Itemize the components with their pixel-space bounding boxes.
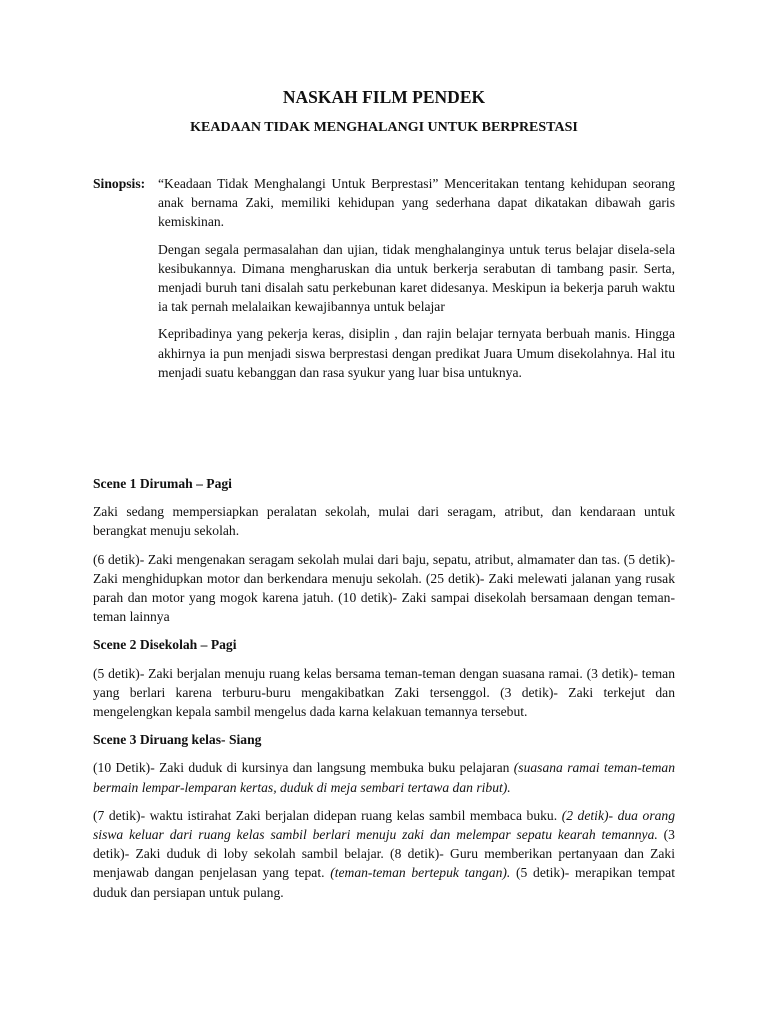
scene-2-paragraph: (5 detik)- Zaki berjalan menuju ruang kelas bersama teman-teman dengan suasana ramai. (3 detik)- teman yang berlari karena terburu-buru mengakibatkan Zaki tersenggol. (3 detik)- Zaki terkejut dan mengelengkan kepala sambil mengelus dada karna kelakuan temannya tersebut. bbox=[93, 665, 675, 720]
scene-2-heading: Scene 2 Disekolah – Pagi bbox=[93, 637, 237, 653]
document-title: NASKAH FILM PENDEK bbox=[282, 87, 486, 107]
synopsis-label: Sinopsis: bbox=[93, 176, 146, 191]
synopsis-paragraph: Kepribadinya yang pekerja keras, disiplin , dan rajin belajar ternyata berbuah manis. Hingga akhirnya ia pun menjadi siswa berprestasi dengan predikat Juara Umum disekolahnya. Hal itu menjadi suatu kebanggan dan rasa syukur yang luar bisa untuknya. bbox=[158, 326, 675, 380]
scene-3-italic-text: (2 detik)- dua orang siswa keluar dari ruang kelas sambil berlari menuju zaki dan melempar sepatu kearah temannya. bbox=[93, 807, 675, 843]
synopsis-paragraph: Dengan segala permasalahan dan ujian, tidak menghalanginya untuk terus belajar disela-sela kesibukannya. Dimana mengharuskan dia untuk berkerja serabutan di tambang pasir. Serta, menjadi buruh tani disalah satu perkebunan karet didesanya. Meskipun ia bekerja paruh waktu ia tak pernah melalaikan kewajibannya untuk belajar bbox=[158, 241, 675, 315]
synopsis-paragraph: “Keadaan Tidak Menghalangi Untuk Berprestasi” Mencеritakan tentang kehidupan seorang anak bernama Zaki, memiliki kehidupan yang sederhana dapat dikatakan dibawah garis kemiskinan. bbox=[158, 176, 675, 230]
scene-3-text: (7 detik)- waktu istirahat Zaki berjalan didepan ruang kelas sambil membaca buku. bbox=[93, 807, 562, 823]
document-subtitle: KEADAAN TIDAK MENGHALANGI UNTUK BERPRESTASI bbox=[190, 120, 578, 135]
synopsis-body bbox=[158, 174, 675, 390]
scene-3-text: (5 detik)- merapikan tempat duduk dan persiapan untuk pulang. bbox=[93, 865, 675, 900]
scene-3-paragraph bbox=[93, 758, 675, 796]
scene-3-italic-text: (teman-teman bertepuk tangan). bbox=[330, 865, 511, 881]
scenes-section bbox=[93, 474, 675, 911]
scene-3-heading: Scene 3 Diruang kelas- Siang bbox=[93, 732, 262, 748]
scene-1-paragraph: Zaki sedang mempersiapkan peralatan sekolah, mulai dari seragam, atribut, dan kendaraan untuk berangkat menuju sekolah. bbox=[93, 504, 675, 539]
scene-3-text: (10 Detik)- Zaki duduk di kursinya dan langsung membuka buku pelajaran bbox=[93, 760, 514, 776]
scene-3-text: (3 detik)- Zaki duduk di loby sekolah sambil belajar. (8 detik)- Guru memberikan pertanyaan dan Zaki menjawab dangan penjelasan yang tepat. bbox=[93, 827, 675, 881]
scene-1-heading: Scene 1 Dirumah – Pagi bbox=[93, 476, 232, 491]
scene-3-paragraph bbox=[93, 806, 675, 902]
scene-3-italic-text: (suasana ramai teman-teman bermain lempar-lemparan kertas, duduk di meja sembari tertawa dan ribut). bbox=[93, 760, 675, 795]
scene-1-paragraph: (6 detik)- Zaki mengenakan seragam sekolah mulai dari baju, sepatu, atribut, almamater dan tas. (5 detik)- Zaki menghidupkan motor dan berkendara menuju sekolah. (25 detik)- Zaki melewati jalanan yang rusak parah dan motor yang mogok karena jatuh. (10 detik)- Zaki sampai disekolah bersamaan dengan teman-teman lainnya bbox=[93, 551, 675, 625]
